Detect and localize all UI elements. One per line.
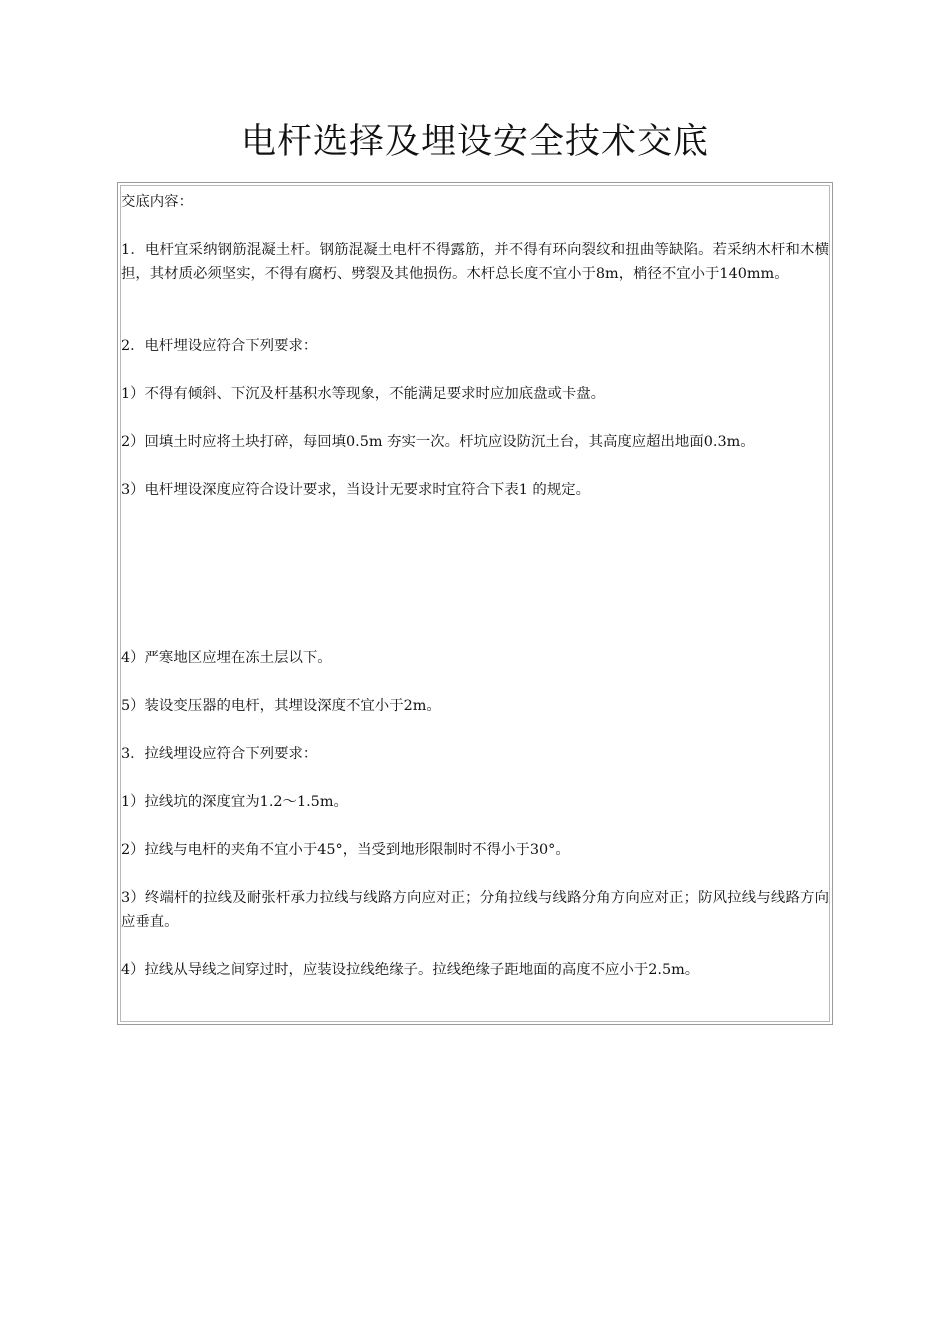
paragraph-burial-item-3: 3）电杆埋设深度应符合设计要求，当设计无要求时宜符合下表1 的规定。 xyxy=(121,482,590,498)
paragraph-burial-item-5: 5）装设变压器的电杆，其埋设深度不宜小于2m。 xyxy=(121,698,441,714)
content-header-label: 交底内容： xyxy=(121,194,193,210)
disclosure-cell xyxy=(120,185,830,1022)
paragraph-burial-item-4: 4）严寒地区应埋在冻土层以下。 xyxy=(121,650,332,666)
disclosure-table xyxy=(117,182,833,1025)
paragraph-stay-item-1: 1）拉线坑的深度宜为1.2～1.5m。 xyxy=(121,794,348,810)
paragraph-stay-item-2: 2）拉线与电杆的夹角不宜小于45°，当受到地形限制时不得小于30°。 xyxy=(121,842,570,858)
paragraph-stay-item-4: 4）拉线从导线之间穿过时，应装设拉线绝缘子。拉线绝缘子距地面的高度不应小于2.5m。 xyxy=(121,962,700,978)
document-title: 电杆选择及埋设安全技术交底 xyxy=(240,122,709,162)
paragraph-pole-burial-heading: 2．电杆埋设应符合下列要求： xyxy=(121,338,318,354)
paragraph-stay-wire-heading: 3．拉线埋设应符合下列要求： xyxy=(121,746,318,762)
paragraph-burial-item-2: 2）回填土时应将土块打碎，每回填0.5m 夯实一次。杆坑应设防沉土台，其高度应超出地面0.3m。 xyxy=(121,434,755,450)
paragraph-burial-item-1: 1）不得有倾斜、下沉及杆基积水等现象，不能满足要求时应加底盘或卡盘。 xyxy=(121,386,606,402)
paragraph-stay-item-3: 3）终端杆的拉线及耐张杆承力拉线与线路方向应对正；分角拉线与线路分角方向应对正；防风拉线与线路方向应垂直。 xyxy=(121,890,829,930)
paragraph-pole-material: 1．电杆宜采纳钢筋混凝土杆。钢筋混凝土电杆不得露筋，并不得有环向裂纹和扭曲等缺陷。若采纳木杆和木横担，其材质必须坚实，不得有腐朽、劈裂及其他损伤。木杆总长度不宜小于8m，梢径不宜小于140mm。 xyxy=(121,242,829,282)
